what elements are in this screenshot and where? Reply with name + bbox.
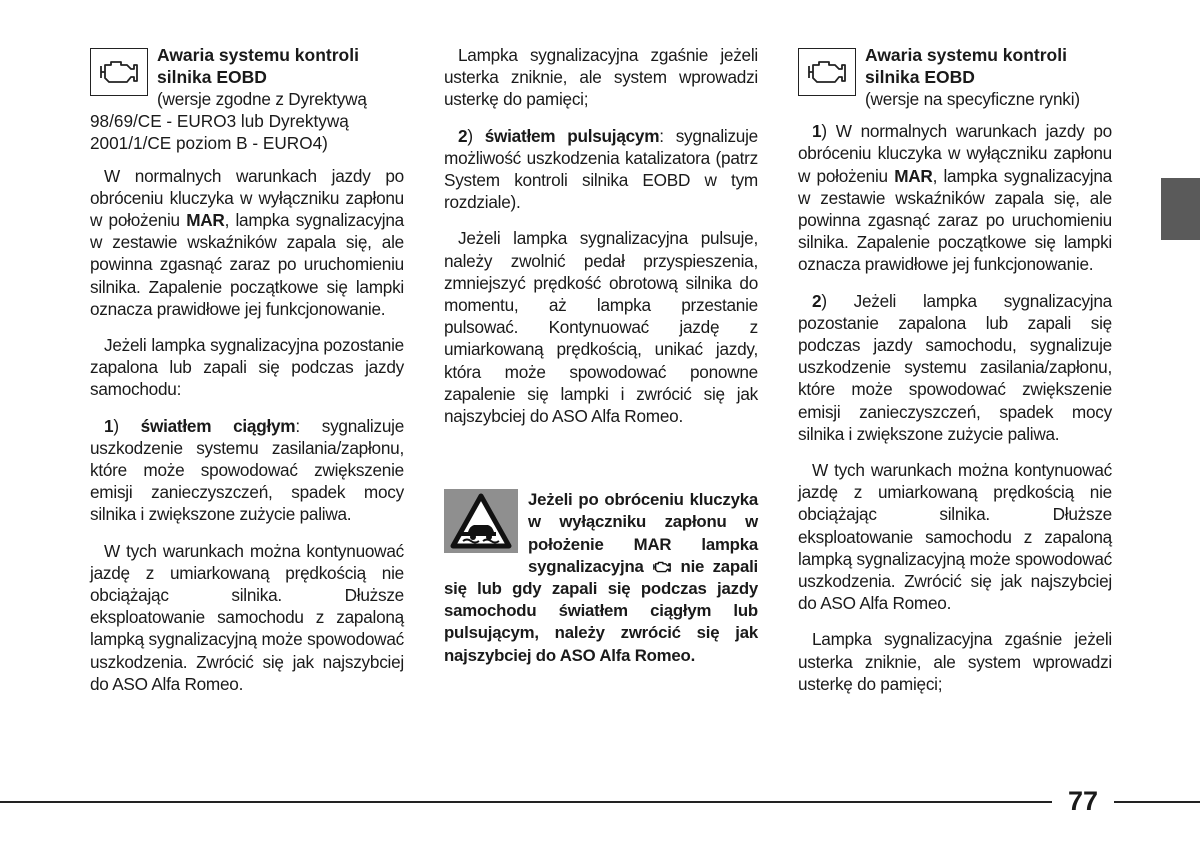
warning-text-a: Jeżeli po obróceniu kluczyka w wyłączniku zapłonu w położenie MAR lampka sygnalizacyjna — [528, 490, 758, 576]
section-heading-eobd-euro — [90, 44, 404, 155]
engine-warning-icon — [798, 48, 856, 96]
footer-rule-right — [1114, 801, 1200, 803]
paragraph: Jeżeli lampka sygnalizacyjna pulsuje, należy zwolnić pedał przyspieszenia, zmniejszyć prędkość obrotową silnika do momentu, aż lampka przestanie pulsować. Kontynuować jazdę z umiarkowaną prędkością, unikać jazdy, która może spowodować ponowne zapalenie się lampki i zwrócić się jak najszybciej do ASO Alfa Romeo. — [444, 228, 758, 427]
page-number: 77 — [1067, 786, 1099, 816]
paragraph: W tych warunkach można kontynuować jazdę z umiarkowaną prędkością nie obciążając silnika. Dłuższe eksploatowanie samochodu z zapaloną lampką sygnalizacyjną może spowodować uszkodzenia. Zwrócić się jak najszybciej do ASO Alfa Romeo. — [798, 460, 1112, 614]
engine-warning-icon — [652, 560, 672, 574]
section-subtitle: (wersje na specyficzne rynki) — [865, 89, 1080, 109]
column-left — [90, 44, 404, 709]
paragraph: 1) światłem ciągłym: sygnalizuje uszkodzenie systemu zasilania/zapłonu, które może spowodować zwiększenie emisji zanieczyszczeń, spadek mocy silnika i zwiększone zużycie paliwa. — [90, 415, 405, 525]
skidding-car-warning-icon — [444, 489, 518, 553]
paragraph: Lampka sygnalizacyjna zgaśnie jeżeli usterka zniknie, ale system wprowadzi usterkę do pamięci; — [798, 629, 1112, 694]
section-title: Awaria systemu kontroli silnika EOBD — [157, 45, 359, 87]
chapter-tab — [1161, 178, 1200, 240]
paragraph: 2) Jeżeli lampka sygnalizacyjna pozostanie zapalona lub zapali się podczas jazdy samochodu, sygnalizuje uszkodzenie systemu zasilania/zapłonu, które może spowodować zwiększenie emisji zanieczyszczeń, spadek mocy silnika i zwiększone zużycie paliwa. — [798, 290, 1112, 444]
section-subtitle-a: (wersje zgodne z Dyrektywą — [157, 89, 367, 109]
paragraph: W tych warunkach można kontynuować jazdę z umiarkowaną prędkością nie obciążając silnika. Dłuższe eksploatowanie samochodu z zapaloną lampką sygnalizacyjną może spowodować uszkodzenia. Zwrócić się jak najszybciej do ASO Alfa Romeo. — [90, 540, 404, 694]
paragraph: Jeżeli lampka sygnalizacyjna pozostanie zapalona lub zapali się podczas jazdy samochodu: — [90, 335, 404, 400]
column-right — [798, 44, 1112, 709]
warning-note — [444, 489, 758, 667]
paragraph: W normalnych warunkach jazdy po obróceniu kluczyka w wyłączniku zapłonu w położeniu MAR, lampka sygnalizacyjna w zestawie wskaźników zapala się, ale powinna zgasnąć zaraz po uruchomieniu silnika. Zapalenie początkowe się lampki oznacza prawidłowe jej funkcjonowanie. — [90, 165, 404, 319]
paragraph: 2) światłem pulsującym: sygnalizuje możliwość uszkodzenia katalizatora (patrz System kontroli silnika EOBD w tym rozdziale). — [444, 125, 758, 213]
footer-rule-left — [0, 801, 1052, 803]
section-heading-eobd-markets — [798, 44, 1112, 110]
engine-warning-icon — [90, 48, 148, 96]
column-middle — [444, 44, 758, 667]
section-subtitle-b: 98/69/CE - EURO3 lub Dyrektywą 2001/1/CE poziom B - EURO4) — [90, 111, 349, 154]
section-title: Awaria systemu kontroli silnika EOBD — [865, 45, 1067, 87]
paragraph: Lampka sygnalizacyjna zgaśnie jeżeli usterka zniknie, ale system wprowadzi usterkę do pamięci; — [444, 45, 758, 110]
warning-text-b: nie zapali się lub gdy zapali się podczas jazdy samochodu światłem ciągłym lub pulsującym, należy zwrócić się jak najszybciej do ASO Alfa Romeo. — [444, 556, 759, 665]
paragraph: 1) W normalnych warunkach jazdy po obróceniu kluczyka w wyłączniku zapłonu w położeniu MAR, lampka sygnalizacyjna w zestawie wskaźników zapala się, ale powinna zgasnąć zaraz po uruchomieniu silnika. Zapalenie początkowe się lampki oznacza prawidłowe jej funkcjonowanie. — [798, 121, 1112, 275]
